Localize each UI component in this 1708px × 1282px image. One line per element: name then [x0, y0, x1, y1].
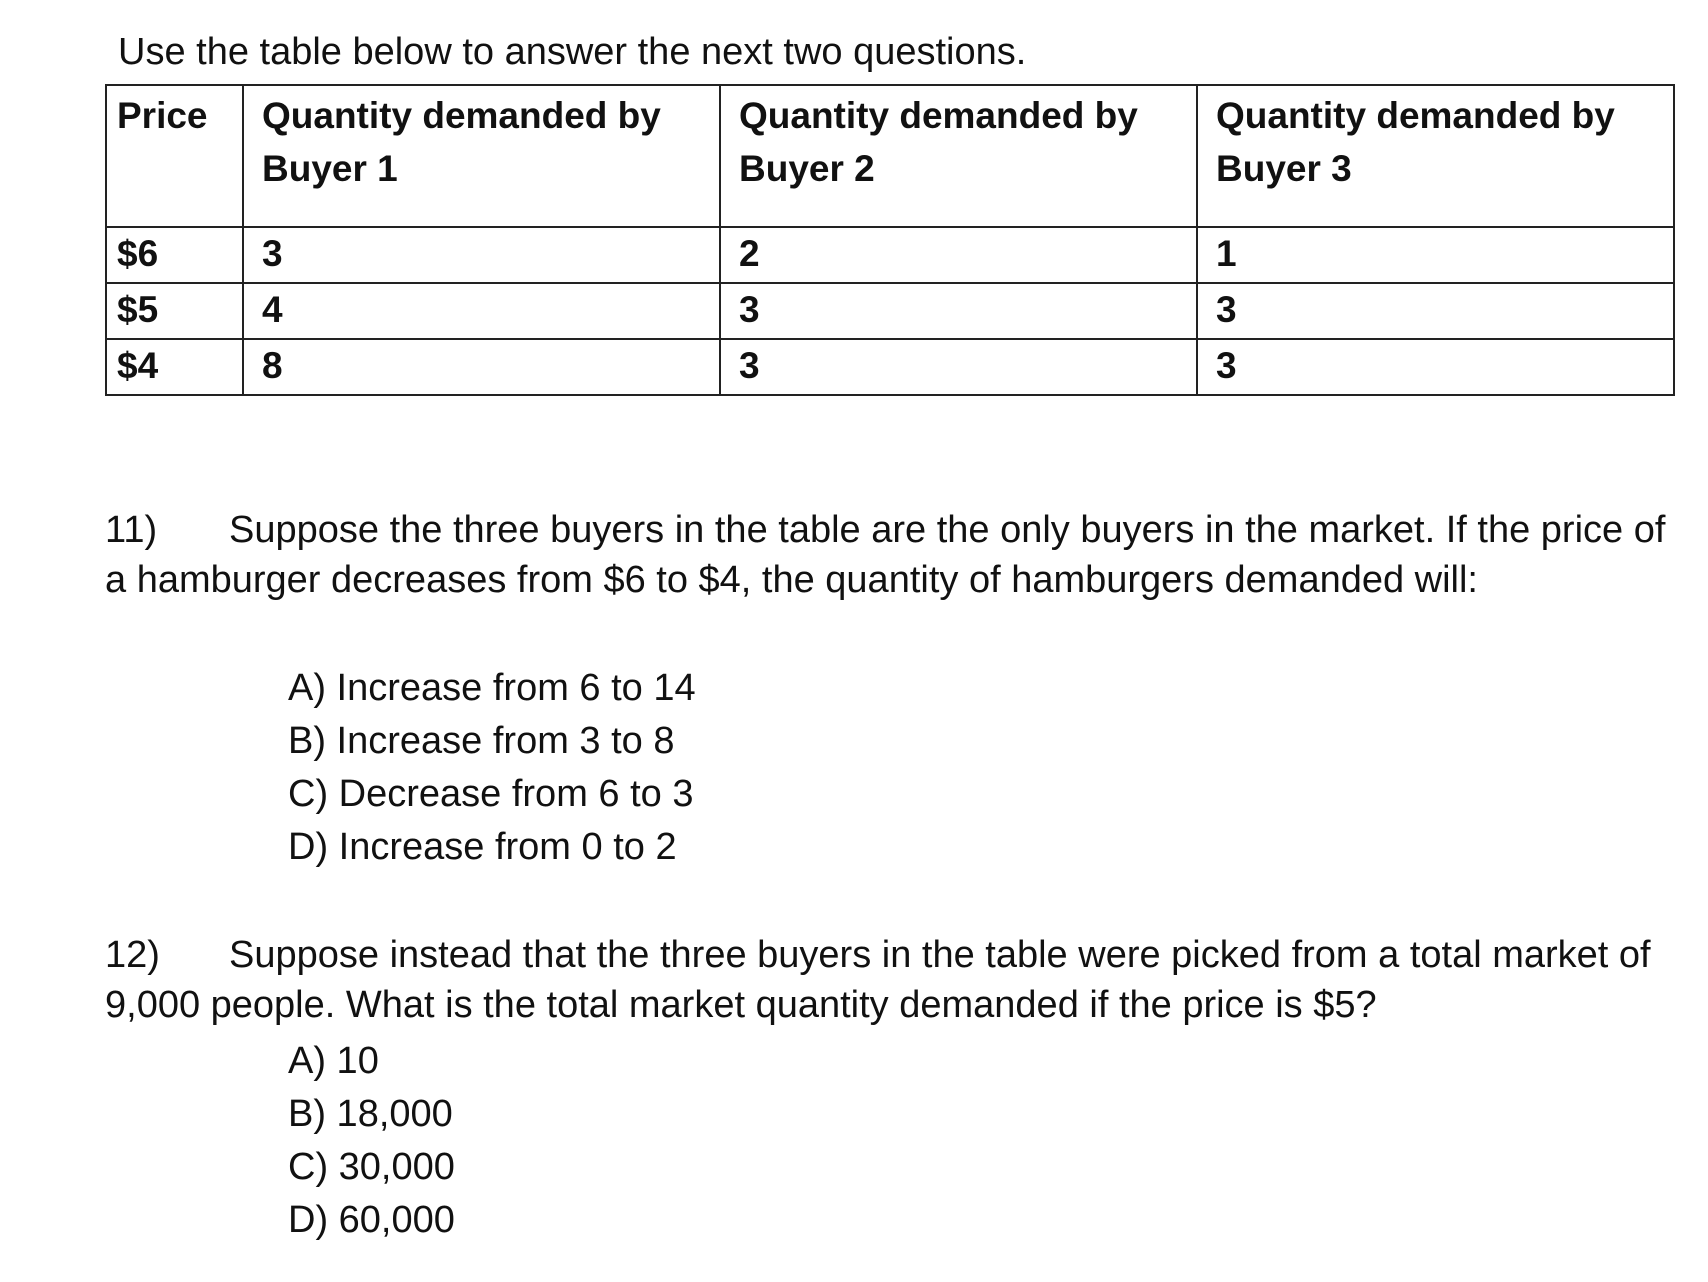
choice-c: C) 30,000	[288, 1146, 455, 1188]
choice-d: D) Increase from 0 to 2	[288, 826, 677, 868]
header-buyer-3	[1197, 85, 1674, 227]
table-header-row	[106, 85, 1674, 227]
demand-table	[105, 84, 1675, 396]
cell-buyer-2: 3	[720, 283, 1197, 339]
choice-a: A) 10	[288, 1040, 379, 1082]
header-buyer-2-line1: Quantity demanded by	[739, 95, 1138, 136]
question-12-number: 12)	[105, 934, 160, 976]
cell-price: $6	[106, 227, 243, 283]
header-buyer-2	[720, 85, 1197, 227]
table-row	[106, 227, 1674, 283]
choice-a: A) Increase from 6 to 14	[288, 667, 696, 709]
cell-price: $4	[106, 339, 243, 395]
cell-price: $5	[106, 283, 243, 339]
question-11-choices	[288, 662, 696, 874]
choice-b: B) 18,000	[288, 1093, 453, 1135]
cell-buyer-1: 4	[243, 283, 720, 339]
instructions: Use the table below to answer the next two questions.	[118, 31, 1027, 73]
cell-buyer-2: 3	[720, 339, 1197, 395]
header-buyer-3-line2: Buyer 3	[1216, 148, 1352, 189]
cell-buyer-1: 3	[243, 227, 720, 283]
cell-buyer-2: 2	[720, 227, 1197, 283]
header-price: Price	[106, 85, 243, 227]
choice-d: D) 60,000	[288, 1199, 455, 1241]
choice-c: C) Decrease from 6 to 3	[288, 773, 694, 815]
header-buyer-1-line2: Buyer 1	[262, 148, 398, 189]
choice-b: B) Increase from 3 to 8	[288, 720, 675, 762]
table-row	[106, 339, 1674, 395]
question-11-text: Suppose the three buyers in the table are the only buyers in the market. If the price of a hamburger decreases from $6 to $4, the quantity of hamburgers demanded will:	[105, 509, 1666, 601]
header-buyer-2-line2: Buyer 2	[739, 148, 875, 189]
header-buyer-3-line1: Quantity demanded by	[1216, 95, 1615, 136]
question-12	[105, 930, 1675, 1030]
cell-buyer-1: 8	[243, 339, 720, 395]
cell-buyer-3: 3	[1197, 283, 1674, 339]
cell-buyer-3: 3	[1197, 339, 1674, 395]
header-buyer-1	[243, 85, 720, 227]
question-11	[105, 505, 1675, 605]
cell-buyer-3: 1	[1197, 227, 1674, 283]
table-row	[106, 283, 1674, 339]
header-buyer-1-line1: Quantity demanded by	[262, 95, 661, 136]
question-11-number: 11)	[105, 509, 158, 551]
question-12-choices	[288, 1035, 455, 1247]
question-12-text: Suppose instead that the three buyers in the table were picked from a total market of 9,000 people. What is the total market quantity demanded if the price is $5?	[105, 934, 1651, 1026]
